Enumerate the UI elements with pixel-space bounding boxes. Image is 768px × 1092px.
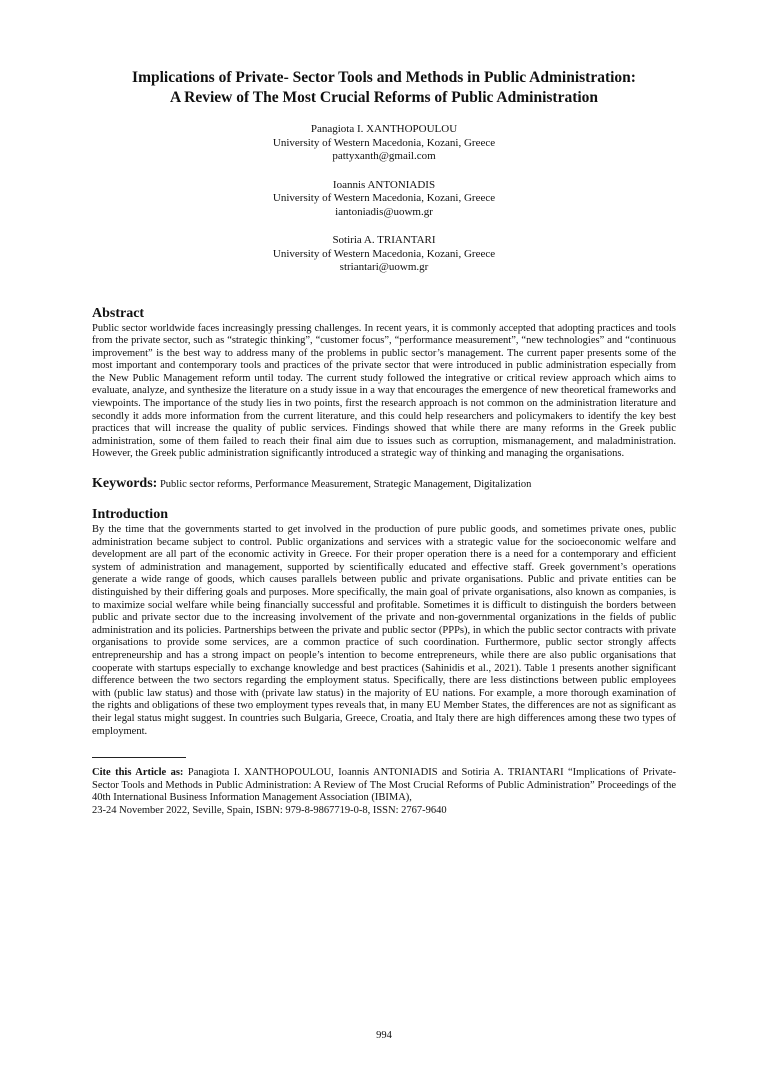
introduction-text: By the time that the governments started to get involved in the production of pure public goods, and sometimes private ones, public administration became subject to control. Public organizations and services with a strategic value for the socioeconomic welfare and development are all part of the economic activity in Greece. For their proper operation there is a need for a contemporary and efficient system of administration and management, supported by scientifically educated and effective staff. Greek government’s operations generate a wide range of goods, which causes parallels between public and private organisations. Public and private entities can be distinguished by their differing goals and purposes. More specifically, the main goal of private organisations, also known as companies, is to maximize social welfare while being financially successful and profitable. Sometimes it is difficult to distinguish the borders between public and private sector due to the increasing involvement of the private and non-governmental organizations in the fields of public administration and its policies. Partnerships between the private and public sector (PPPs), in which the public sector contracts with private organisations to provide some services, are a common practice of such coordination. Furthermore, public sector strongly affects entrepreneurship and has a strong impact on people’s intention to become entrepreneurs, while there are also public organisations that cooperate with startups especially to exchange knowledge and best practices (Sahinidis et al., 2021). Table 1 presents another significant difference between the two sectors regarding the employment status. Specifically, there are less distinctions between public employees with (public law status) and those with (private law status) in the majority of EU nations. For example, a more thorough examination of the rights and obligations of these two employment types reveals that, in many EU Member States, the differences are not as significant as their legal status might suggest. In countries such Bulgaria, Greece, Croatia, and Italy there are high differences among these two types of employment. <box>92 524 676 737</box>
abstract-heading: Abstract <box>92 305 145 321</box>
citation-text: Panagiota I. XANTHOPOULOU, Ioannis ANTONIADIS and Sotiria A. TRIANTARI “Implications of Private- Sector Tools and Methods in Public Administration: A Review of The Most Crucial Reforms of Public Administration” Proceedings of the 40th International Business Information Management Association (IBIMA), <box>92 767 677 804</box>
keywords-text: Public sector reforms, Performance Measurement, Strategic Management, Digitalization <box>159 479 532 491</box>
author-block-2 <box>92 179 676 220</box>
paper-title <box>92 68 676 108</box>
author-email: iantoniadis@uowm.gr <box>335 205 433 218</box>
author-block-1 <box>92 123 676 164</box>
author-name: Ioannis ANTONIADIS <box>332 178 436 191</box>
title-line-1: Implications of Private- Sector Tools and Methods in Public Administration: <box>132 69 636 86</box>
author-affiliation: University of Western Macedonia, Kozani, Greece <box>272 192 496 204</box>
citation-block <box>92 767 676 817</box>
author-name: Panagiota I. XANTHOPOULOU <box>310 123 458 135</box>
introduction-heading: Introduction <box>92 507 168 523</box>
author-affiliation: University of Western Macedonia, Kozani, Greece <box>272 136 496 149</box>
paper-page <box>0 68 768 1092</box>
page-number: 994 <box>376 1030 392 1041</box>
citation-line-2: 23-24 November 2022, Seville, Spain, ISBN: 979-8-9867719-0-8, ISSN: 2767-9640 <box>92 804 447 816</box>
keywords-label: Keywords: <box>92 476 158 492</box>
author-affiliation: University of Western Macedonia, Kozani, Greece <box>272 247 496 260</box>
title-line-2: A Review of The Most Crucial Reforms of Public Administration <box>169 89 599 106</box>
keywords-line <box>92 476 676 493</box>
author-email: pattyxanth@gmail.com <box>332 150 436 162</box>
author-block-3 <box>92 234 676 275</box>
abstract-text: Public sector worldwide faces increasingly pressing challenges. In recent years, it is commonly accepted that adopting practices and tools from the private sector, such as “strategic thinking”, “customer focus”, “performance measurement”, “new technologies” and “continuous improvement” is the best way to address many of the problems in public sector’s management. The current paper presents some of the most important and contemporary tools and practices of the private sector that were introduced in public administration especially from the New Public Management reform until today. The current study followed the integrative or critical review approach which aims to evaluate, analyze, and synthesize the literature on a study issue in a way that encourages the emergence of new theoretical frameworks and viewpoints. The importance of the study lies in two points, first the research approach is not common on the administration literature and secondly it adds more information from the current literature, and this could help researchers and policymakers to identify the key best practices that will increase the quality of public services. Findings showed that while there are many reforms in the Greek public administration, some of them failed to reach their final aim due to issues such as corruption, mismanagement, and maladministration. However, the Greek public administration significantly introduced a strategic way of thinking and managing the organisations. <box>92 322 676 460</box>
citation-label: Cite this Article as: <box>92 767 184 779</box>
author-email: striantari@uowm.gr <box>339 261 429 273</box>
author-name: Sotiria A. TRIANTARI <box>332 234 436 246</box>
footnote-divider <box>92 757 186 758</box>
